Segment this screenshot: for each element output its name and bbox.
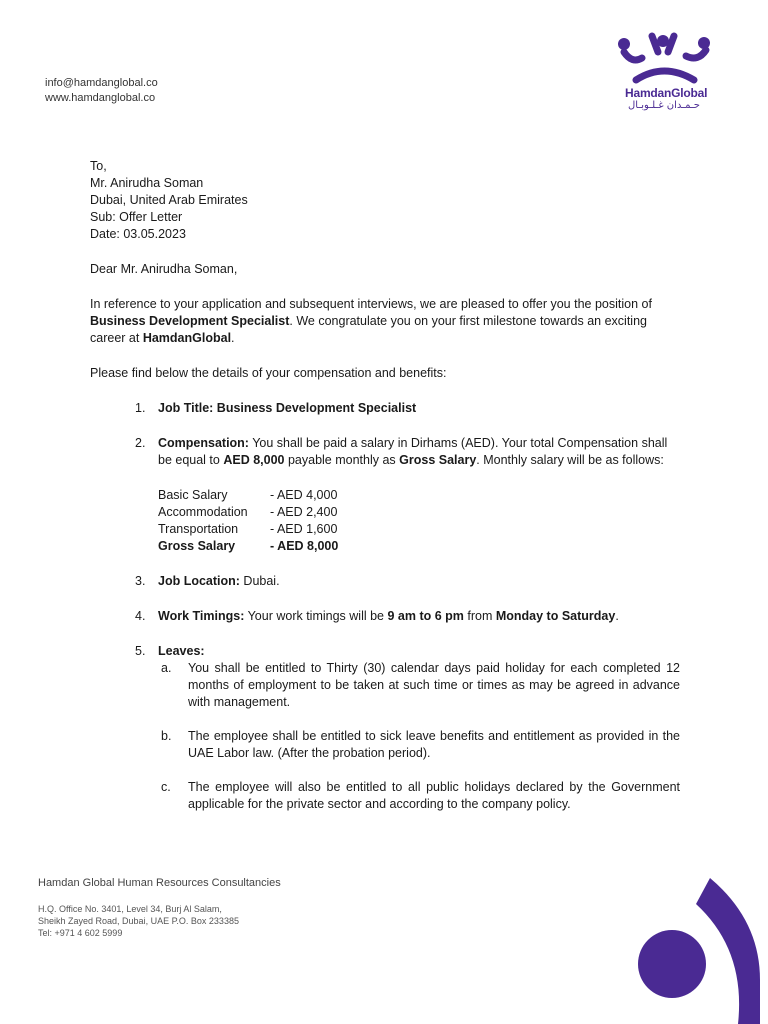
salary-name: Transportation xyxy=(158,522,239,536)
leave-item xyxy=(158,728,680,762)
footer-address xyxy=(38,903,281,939)
salary-name: Basic Salary xyxy=(158,488,228,502)
intro-text-1: In reference to your application and subsequent interviews, we are pleased to offer you the position of xyxy=(90,297,652,311)
leaves-list xyxy=(158,660,680,813)
leave-text: You shall be entitled to Thirty (30) calendar days paid holiday for each completed 12 months of employment to be taken at such time or times as may be agreed in advance with management. xyxy=(188,661,680,709)
logo-mark-icon xyxy=(612,28,718,86)
brand-name-arabic: حـمـدان غـلـوبـال xyxy=(628,100,700,111)
work-days: Monday to Saturday xyxy=(495,609,616,623)
leave-letter: c. xyxy=(161,780,171,794)
email-link[interactable]: info@hamdanglobal.co xyxy=(45,77,158,89)
brand-name: HamdanGlobal xyxy=(625,86,708,100)
compensation-gross: Gross Salary xyxy=(399,453,477,467)
item-number: 1. xyxy=(135,401,146,415)
recipient-block xyxy=(90,158,680,243)
compensation-amount: AED 8,000 xyxy=(223,453,285,467)
work-timings-text-2: from xyxy=(463,609,496,623)
item-number: 5. xyxy=(135,644,146,658)
footer-tel[interactable]: Tel: +971 4 602 5999 xyxy=(38,928,123,938)
work-timings-text-3: . xyxy=(615,609,619,623)
intro-position: Business Development Specialist xyxy=(90,314,290,328)
corner-decoration-icon xyxy=(610,860,768,1024)
salary-value: - AED 4,000 xyxy=(270,488,338,502)
company-logo xyxy=(612,28,718,116)
item-number: 4. xyxy=(135,609,146,623)
date-line: Date: 03.05.2023 xyxy=(90,227,186,241)
footer-company: Hamdan Global Human Resources Consultancies xyxy=(38,877,281,889)
item-job-location xyxy=(90,573,680,590)
footer-address-line: H.Q. Office No. 3401, Level 34, Burj Al Salam, xyxy=(38,904,222,914)
salary-row-total xyxy=(158,538,680,555)
salary-value: - AED 1,600 xyxy=(270,522,338,536)
intro-text-2: . We congratulate you on your first milestone towards an exciting career at xyxy=(90,314,647,345)
leave-letter: a. xyxy=(161,661,172,675)
salary-name: Accommodation xyxy=(158,505,248,519)
subject-line: Sub: Offer Letter xyxy=(90,210,183,224)
leave-item xyxy=(158,660,680,711)
item-number: 3. xyxy=(135,574,146,588)
salary-row xyxy=(158,487,680,504)
terms-list xyxy=(90,400,680,813)
leave-letter: b. xyxy=(161,729,172,743)
salary-value: - AED 2,400 xyxy=(270,505,338,519)
salary-row xyxy=(158,521,680,538)
compensation-text xyxy=(158,435,680,469)
work-timings-label: Work Timings: xyxy=(158,609,245,623)
greeting: Dear Mr. Anirudha Soman, xyxy=(90,262,238,276)
item-leaves xyxy=(90,643,680,813)
job-title-label: Job Title: Business Development Specialist xyxy=(158,401,417,415)
intro-paragraph xyxy=(90,296,680,347)
compensation-text-3: . Monthly salary will be as follows: xyxy=(476,453,664,467)
item-job-title xyxy=(90,400,680,417)
letter-body xyxy=(90,158,680,830)
leaves-label: Leaves: xyxy=(158,644,205,658)
salary-row xyxy=(158,504,680,521)
salary-name: Gross Salary xyxy=(158,539,236,553)
details-intro: Please find below the details of your compensation and benefits: xyxy=(90,366,447,380)
compensation-text-2: payable monthly as xyxy=(284,453,400,467)
item-work-timings xyxy=(90,608,680,625)
salary-value: - AED 8,000 xyxy=(270,539,339,553)
work-hours: 9 am to 6 pm xyxy=(387,609,464,623)
recipient-name: Mr. Anirudha Soman xyxy=(90,176,204,190)
recipient-location: Dubai, United Arab Emirates xyxy=(90,193,248,207)
salary-table xyxy=(158,487,680,555)
intro-end: . xyxy=(231,331,235,345)
leave-text: The employee shall be entitled to sick leave benefits and entitlement as provided in the UAE Labor law. (After the probation period). xyxy=(188,729,680,760)
work-timings-text-1: Your work timings will be xyxy=(244,609,388,623)
contact-info xyxy=(45,76,158,106)
item-number: 2. xyxy=(135,436,146,450)
item-compensation xyxy=(90,435,680,555)
leave-text: The employee will also be entitled to all public holidays declared by the Government applicable for the private sector and according to the company policy. xyxy=(188,780,680,811)
job-location-value: Dubai. xyxy=(239,574,280,588)
footer-address-line: Sheikh Zayed Road, Dubai, UAE P.O. Box 233385 xyxy=(38,916,239,926)
job-location-label: Job Location: xyxy=(158,574,240,588)
leave-item xyxy=(158,779,680,813)
compensation-text-1: You shall be paid a salary in Dirhams (AED). Your total Compensation shall be equal to xyxy=(158,436,668,467)
intro-company: HamdanGlobal xyxy=(142,331,232,345)
compensation-label: Compensation: xyxy=(158,436,249,450)
website-link[interactable]: www.hamdanglobal.co xyxy=(45,92,156,104)
to-line: To, xyxy=(90,159,107,173)
footer xyxy=(38,877,281,939)
